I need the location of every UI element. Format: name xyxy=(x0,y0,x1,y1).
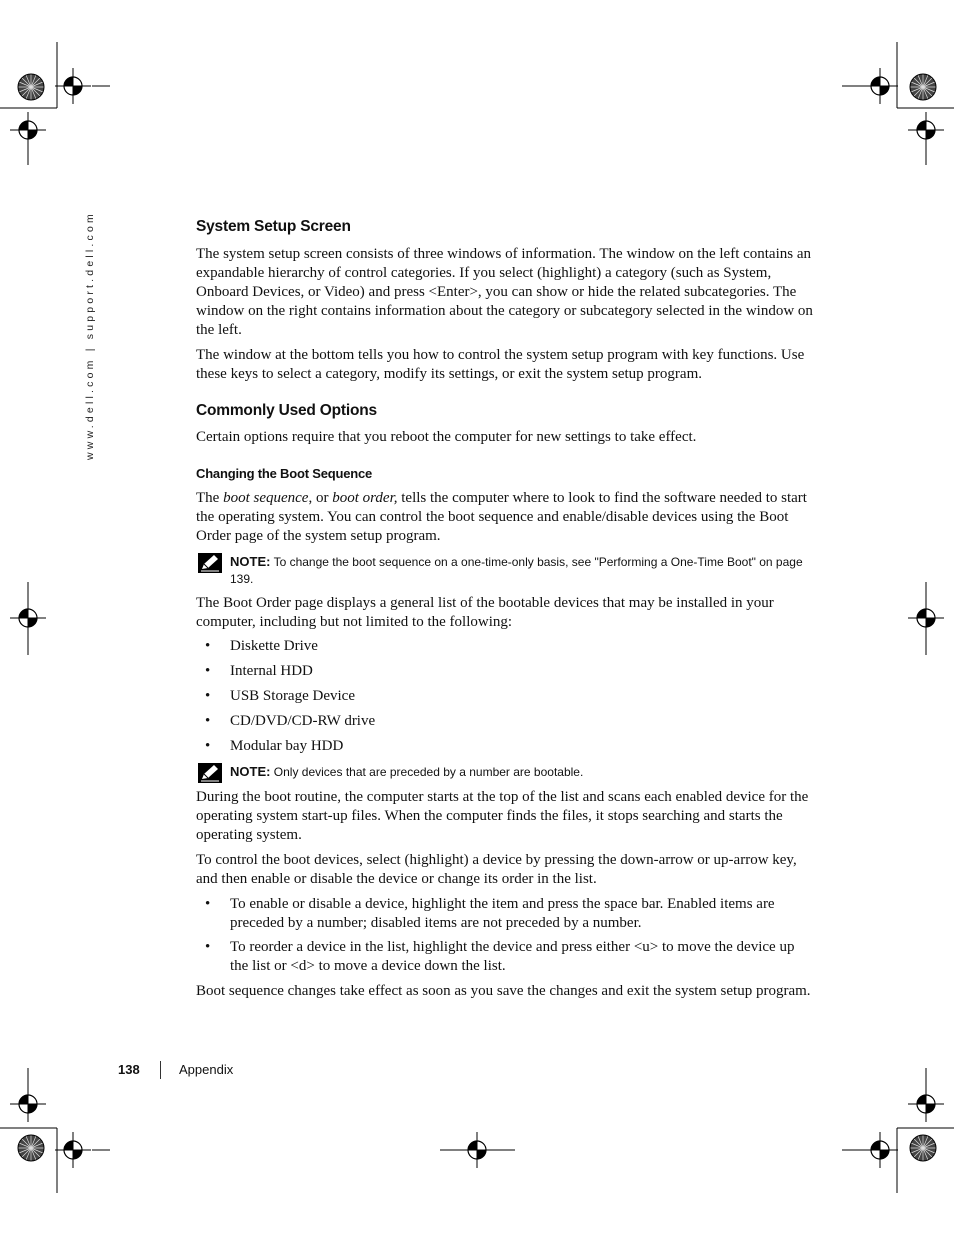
setup-paragraph-1: The system setup screen consists of three windows of information. The window on the left contains an expandable hierarchy of control categories. If you select (highlight) a category (such as System, Onboard Devices, or Video) and press <Enter>, you can show or hide the related subcategories. The window on the right contains information about the category or subcategory selected in the window on the left. xyxy=(196,246,813,338)
note-text: To change the boot sequence on a one-time-only basis, see "Performing a One-Time Boot" on page 139. xyxy=(230,555,803,586)
boot-paragraph-1: The boot sequence, or boot order, tells the computer where to look to find the software needed to start the operating system. You can control the boot sequence and enable/disable devices using the Boot Order page of the system setup program. xyxy=(196,490,807,544)
steps-list xyxy=(196,895,816,976)
device-list xyxy=(196,637,816,756)
setup-paragraph-2: The window at the bottom tells you how to control the system setup program with key functions. Use these keys to select a category, modify its settings, or exit the system setup program. xyxy=(196,347,805,382)
list-item: • USB Storage Device xyxy=(196,687,816,706)
heading-commonly-used-options: Commonly Used Options xyxy=(196,402,377,419)
heading-system-setup-screen: System Setup Screen xyxy=(196,218,351,235)
boot-paragraph-3: During the boot routine, the computer starts at the top of the list and scans each enabled device for the operating system start-up files. When the computer finds the files, it stops searching and starts the operating system. xyxy=(196,789,809,843)
heading-changing-boot-sequence: Changing the Boot Sequence xyxy=(196,466,373,481)
note-pencil-icon xyxy=(198,763,222,783)
boot-paragraph-5: Boot sequence changes take effect as soon as you save the changes and exit the system setup program. xyxy=(196,983,811,999)
main-content xyxy=(196,218,816,1001)
note-pencil-icon xyxy=(198,553,222,573)
footer-section: Appendix xyxy=(179,1062,234,1077)
side-url: www.dell.com | support.dell.com xyxy=(84,211,96,460)
page-number: 138 xyxy=(118,1062,140,1077)
options-paragraph-1: Certain options require that you reboot the computer for new settings to take effect. xyxy=(196,429,697,445)
note-text: Only devices that are preceded by a number are bootable. xyxy=(270,765,584,779)
list-item: • To reorder a device in the list, highlight the device and press either <u> to move the device up the list or <d> to move a device down the list. xyxy=(196,938,816,976)
list-item: • Modular bay HDD xyxy=(196,737,816,756)
list-item: • CD/DVD/CD-RW drive xyxy=(196,712,816,731)
list-item: • Diskette Drive xyxy=(196,637,816,656)
list-item: • Internal HDD xyxy=(196,662,816,681)
footer-divider xyxy=(160,1061,161,1079)
list-item: • To enable or disable a device, highlight the item and press the space bar. Enabled items are preceded by a number; disabled items are not preceded by a number. xyxy=(196,895,816,933)
boot-paragraph-2: The Boot Order page displays a general list of the bootable devices that may be installed in your computer, including but not limited to the following: xyxy=(196,595,774,630)
note-label: NOTE: xyxy=(230,554,271,569)
boot-paragraph-4: To control the boot devices, select (highlight) a device by pressing the down-arrow or up-arrow key, and then enable or disable the device or change its order in the list. xyxy=(196,852,797,887)
note-one-time-boot xyxy=(196,553,816,588)
note-bootable-devices xyxy=(196,763,816,781)
note-label: NOTE: xyxy=(230,764,271,779)
